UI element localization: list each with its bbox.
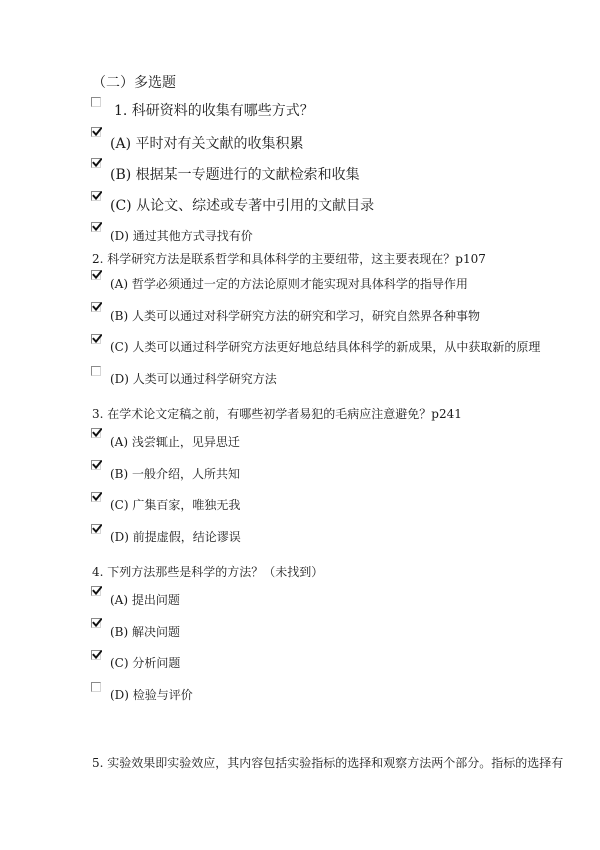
option-q1-d: (D) 通过其他方式寻找有价 <box>110 229 253 243</box>
checkmark-icon <box>92 158 102 168</box>
checkmark-icon <box>92 428 102 438</box>
question-2-text: 2. 科学研究方法是联系哲学和具体科学的主要纽带，这主要表现在？p107 <box>92 252 486 266</box>
checkmark-icon <box>92 618 102 628</box>
option-q1-a: (A) 平时对有关文献的收集积累 <box>110 136 304 152</box>
section-title: （二）多选题 <box>92 75 176 91</box>
checkmark-icon <box>92 492 102 502</box>
checkmark-icon <box>92 586 102 596</box>
checkbox-q1-d[interactable] <box>91 222 101 232</box>
checkbox-q4-d[interactable] <box>91 682 101 692</box>
checkbox-q1-a[interactable] <box>91 127 101 137</box>
option-q3-a: (A) 浅尝辄止，见异思迁 <box>110 435 240 449</box>
option-q2-b: (B) 人类可以通过对科学研究方法的研究和学习，研究自然界各种事物 <box>110 309 480 323</box>
option-q2-a: (A) 哲学必须通过一定的方法论原则才能实现对具体科学的指导作用 <box>110 277 468 291</box>
checkmark-icon <box>92 460 102 470</box>
question-4-text: 4. 下列方法那些是科学的方法？（未找到） <box>92 565 324 579</box>
option-q4-d: (D) 检验与评价 <box>110 688 193 702</box>
checkbox-q3-b[interactable] <box>91 460 101 470</box>
checkbox-q2-b[interactable] <box>91 302 101 312</box>
option-q2-c: (C) 人类可以通过科学研究方法更好地总结具体科学的新成果，从中获取新的原理 <box>110 340 541 354</box>
checkbox-q2-d[interactable] <box>91 366 101 376</box>
question-3-text: 3. 在学术论文定稿之前，有哪些初学者易犯的毛病应注意避免？p241 <box>92 407 462 421</box>
checkmark-icon <box>92 191 102 201</box>
option-q3-c: (C) 广集百家，唯独无我 <box>110 498 241 512</box>
checkbox-q2-c[interactable] <box>91 334 101 344</box>
checkbox-q3-c[interactable] <box>91 492 101 502</box>
checkmark-icon <box>92 334 102 344</box>
checkbox-q4-c[interactable] <box>91 650 101 660</box>
checkbox-q3-a[interactable] <box>91 428 101 438</box>
question-5-text: 5. 实验效果即实验效应，其内容包括实验指标的选择和观察方法两个部分。指标的选择有 <box>92 756 564 770</box>
checkbox-q4-a[interactable] <box>91 586 101 596</box>
checkmark-icon <box>92 127 102 137</box>
option-q4-a: (A) 提出问题 <box>110 593 180 607</box>
checkbox-q1-c[interactable] <box>91 191 101 201</box>
checkbox-q1[interactable] <box>91 97 101 107</box>
option-q4-b: (B) 解决问题 <box>110 625 180 639</box>
checkmark-icon <box>92 524 102 534</box>
checkbox-q4-b[interactable] <box>91 618 101 628</box>
option-q1-c: (C) 从论文、综述或专著中引用的文献目录 <box>110 198 375 214</box>
checkbox-q1-b[interactable] <box>91 158 101 168</box>
option-q2-d: (D) 人类可以通过科学研究方法 <box>110 372 277 386</box>
checkbox-q3-d[interactable] <box>91 524 101 534</box>
option-q3-d: (D) 前提虚假，结论谬误 <box>110 530 241 544</box>
question-1-text: 1. 科研资料的收集有哪些方式？ <box>114 103 314 119</box>
checkmark-icon <box>92 650 102 660</box>
option-q1-b: (B) 根据某一专题进行的文献检索和收集 <box>110 167 360 183</box>
checkmark-icon <box>92 222 102 232</box>
option-q3-b: (B) 一般介绍，人所共知 <box>110 467 240 481</box>
checkmark-icon <box>92 302 102 312</box>
checkbox-q2-a[interactable] <box>91 270 101 280</box>
option-q4-c: (C) 分析问题 <box>110 656 181 670</box>
checkmark-icon <box>92 270 102 280</box>
